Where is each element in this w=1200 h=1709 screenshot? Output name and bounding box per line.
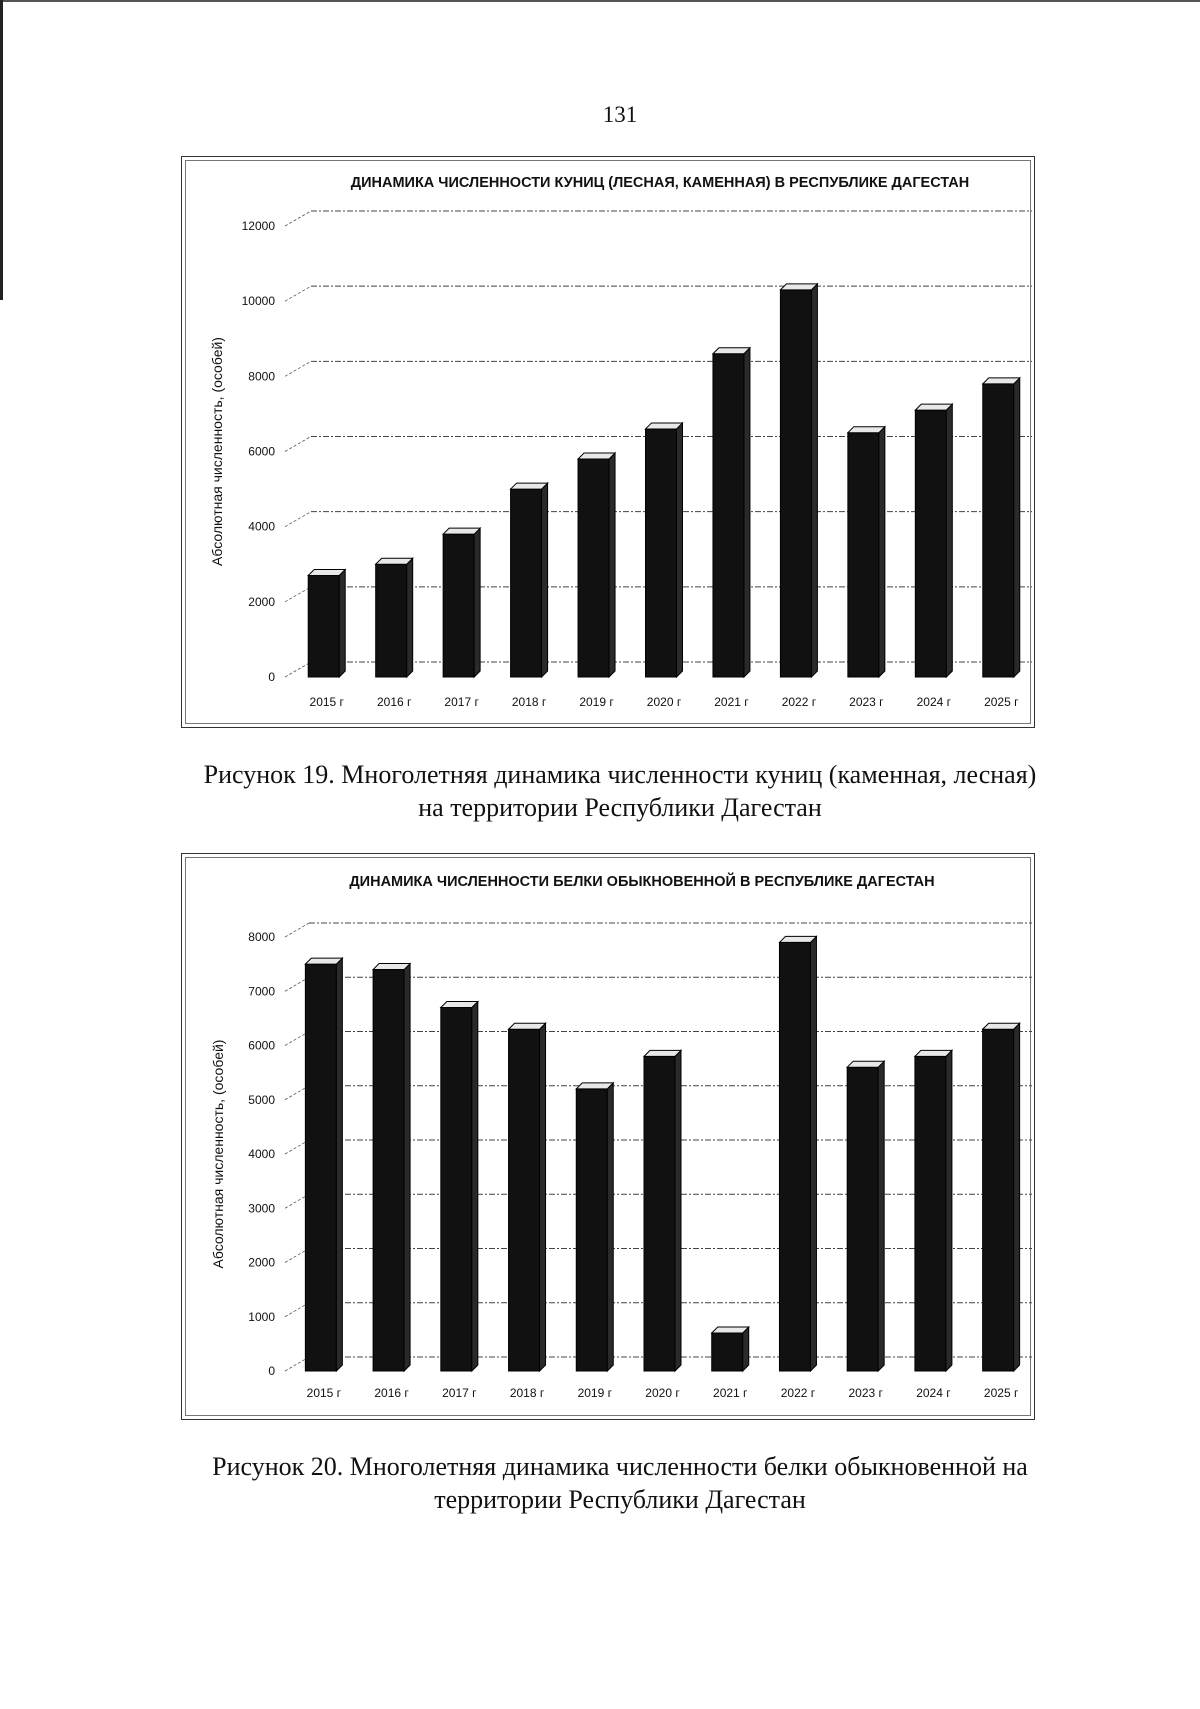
bar <box>443 528 480 677</box>
bar <box>847 1061 884 1371</box>
bar-front <box>578 459 609 677</box>
bar-side <box>540 1023 546 1371</box>
caption-line: на территории Республики Дагестан <box>418 793 822 822</box>
bar-side <box>878 1061 884 1371</box>
bar <box>305 958 342 1371</box>
x-tick-label: 2020 г <box>645 1386 680 1400</box>
bar-side <box>675 1050 681 1371</box>
bar <box>376 558 413 677</box>
x-tick-label: 2018 г <box>509 1386 545 1400</box>
y-tick-label: 0 <box>268 670 275 684</box>
x-tick-label: 2020 г <box>646 695 682 709</box>
x-tick-label: 2021 г <box>714 695 749 709</box>
bar-front <box>509 1029 540 1371</box>
bar <box>511 483 548 677</box>
x-tick-label: 2018 г <box>511 695 547 709</box>
bar <box>644 1050 681 1371</box>
y-tick-label: 4000 <box>248 519 275 534</box>
bar-front <box>712 1333 743 1371</box>
bar <box>915 404 952 677</box>
bar-top <box>441 1002 478 1008</box>
y-axis-label: Абсолютная численность, (особей) <box>209 337 225 566</box>
bar-side <box>811 284 817 677</box>
caption-line: Рисунок 19. Многолетняя динамика численности куниц (каменная, лесная) <box>203 760 1037 789</box>
bar-side <box>472 1002 478 1371</box>
y-axis-label: Абсолютная численность, (особей) <box>210 1039 226 1269</box>
bar-front <box>576 1089 607 1371</box>
bar-top <box>308 570 345 576</box>
bar-top <box>915 404 952 410</box>
bar-top <box>713 348 750 354</box>
bar-top <box>644 1050 681 1056</box>
bar-side <box>607 1083 613 1371</box>
y-tick-label: 8000 <box>248 930 275 944</box>
bar-front <box>511 489 542 677</box>
gridline-perspective <box>285 923 309 937</box>
chart-frame-martens <box>181 156 1035 728</box>
bar-top <box>578 453 615 459</box>
figure-caption-19 <box>170 758 1070 824</box>
bar-front <box>644 1056 675 1371</box>
bar-front <box>915 1056 946 1371</box>
bar <box>780 284 817 677</box>
gridline-perspective <box>285 662 311 677</box>
x-tick-label: 2019 г <box>579 695 614 709</box>
x-tick-label: 2025 г <box>984 695 1019 709</box>
bar-front <box>443 534 474 677</box>
bar-front <box>376 564 407 677</box>
y-tick-label: 3000 <box>248 1201 275 1216</box>
bar-top <box>983 1023 1020 1029</box>
page-top-border <box>0 0 1200 2</box>
bar-side <box>407 558 413 677</box>
bar-top <box>511 483 548 489</box>
chart-title: ДИНАМИКА ЧИСЛЕННОСТИ КУНИЦ (ЛЕСНАЯ, КАМЕННАЯ) В РЕСПУБЛИКЕ ДАГЕСТАН <box>350 175 970 191</box>
page-number: 131 <box>602 102 638 127</box>
y-tick-label: 7000 <box>248 984 275 999</box>
bar <box>578 453 615 677</box>
bar <box>712 1327 749 1371</box>
gridline-perspective <box>285 286 311 301</box>
bar-top <box>576 1083 613 1089</box>
bar-top <box>847 1061 884 1067</box>
gridline-perspective <box>285 437 311 452</box>
bar-front <box>847 1067 878 1371</box>
chart-title: ДИНАМИКА ЧИСЛЕННОСТИ БЕЛКИ ОБЫКНОВЕННОЙ В РЕСПУБЛИКЕ ДАГЕСТАН <box>349 874 935 890</box>
bar-side <box>744 348 750 677</box>
figure-caption-20 <box>170 1450 1070 1516</box>
bar <box>509 1023 546 1371</box>
x-tick-label: 2017 г <box>444 695 479 709</box>
gridline-perspective <box>285 211 311 226</box>
bar <box>779 936 816 1371</box>
bar-front <box>308 576 339 677</box>
bar-top <box>509 1023 546 1029</box>
bar-side <box>474 528 480 677</box>
y-tick-label: 2000 <box>248 594 275 609</box>
bar-front <box>780 290 811 677</box>
bar <box>308 570 345 677</box>
caption-line: территории Республики Дагестан <box>434 1485 806 1514</box>
chart-frame-squirrels <box>181 853 1035 1420</box>
bar <box>983 1023 1020 1371</box>
bar-front <box>983 1029 1014 1371</box>
bar-front <box>983 384 1014 677</box>
y-tick-label: 5000 <box>248 1092 275 1107</box>
bar-top <box>983 378 1020 384</box>
bar-side <box>339 570 345 677</box>
bar-front <box>646 429 677 677</box>
gridline-perspective <box>285 361 311 376</box>
y-tick-label: 10000 <box>241 294 275 309</box>
bar-top <box>443 528 480 534</box>
bar-top <box>779 936 816 942</box>
bar-front <box>373 970 404 1371</box>
caption-line: Рисунок 20. Многолетняя динамика численности белки обыкновенной на <box>212 1452 1028 1481</box>
bar-top <box>712 1327 749 1333</box>
x-tick-label: 2017 г <box>442 1386 477 1400</box>
bar <box>915 1050 952 1371</box>
bar-side <box>1014 378 1020 677</box>
page-left-border <box>0 0 3 300</box>
bar <box>848 427 885 677</box>
chart-martens <box>182 157 1036 729</box>
bar-side <box>609 453 615 677</box>
bar-side <box>946 404 952 677</box>
bar-side <box>810 936 816 1371</box>
x-tick-label: 2023 г <box>849 695 884 709</box>
bar <box>576 1083 613 1371</box>
bar <box>441 1002 478 1371</box>
x-tick-label: 2025 г <box>983 1386 1019 1400</box>
y-tick-label: 2000 <box>248 1255 275 1270</box>
y-tick-label: 0 <box>268 1364 275 1378</box>
bar-side <box>677 423 683 677</box>
x-tick-label: 2022 г <box>780 1386 816 1400</box>
y-tick-label: 4000 <box>248 1147 275 1161</box>
x-tick-label: 2024 г <box>916 1386 951 1400</box>
x-tick-label: 2015 г <box>309 695 344 709</box>
bar-front <box>713 354 744 677</box>
x-tick-label: 2016 г <box>376 695 412 709</box>
bar-top <box>646 423 683 429</box>
bar-side <box>1014 1023 1020 1371</box>
y-tick-label: 1000 <box>248 1309 275 1324</box>
y-tick-label: 8000 <box>248 369 275 384</box>
x-tick-label: 2023 г <box>848 1386 883 1400</box>
gridline-perspective <box>285 512 311 527</box>
gridline-perspective <box>285 587 311 602</box>
bar-front <box>915 410 946 677</box>
bar-top <box>848 427 885 433</box>
bar-top <box>780 284 817 290</box>
bar-front <box>441 1008 472 1371</box>
x-tick-label: 2021 г <box>713 1386 748 1400</box>
bar-side <box>336 958 342 1371</box>
bar-side <box>542 483 548 677</box>
bar-side <box>743 1327 749 1371</box>
bar-side <box>404 964 410 1371</box>
bar-top <box>373 964 410 970</box>
y-tick-label: 6000 <box>248 1038 275 1053</box>
bar-side <box>879 427 885 677</box>
x-tick-label: 2015 г <box>306 1386 342 1400</box>
bar <box>713 348 750 677</box>
bar <box>373 964 410 1371</box>
bar-front <box>779 942 810 1371</box>
bar-top <box>376 558 413 564</box>
x-tick-label: 2022 г <box>781 695 817 709</box>
bar-front <box>848 433 879 677</box>
y-tick-label: 12000 <box>241 219 275 233</box>
x-tick-label: 2024 г <box>916 695 952 709</box>
y-tick-label: 6000 <box>248 444 275 459</box>
bar-front <box>305 964 336 1371</box>
bar <box>646 423 683 677</box>
x-tick-label: 2016 г <box>374 1386 409 1400</box>
bar-top <box>305 958 342 964</box>
chart-squirrels <box>182 854 1036 1421</box>
bar-top <box>915 1050 952 1056</box>
x-tick-label: 2019 г <box>577 1386 612 1400</box>
bar-side <box>946 1050 952 1371</box>
bar <box>983 378 1020 677</box>
